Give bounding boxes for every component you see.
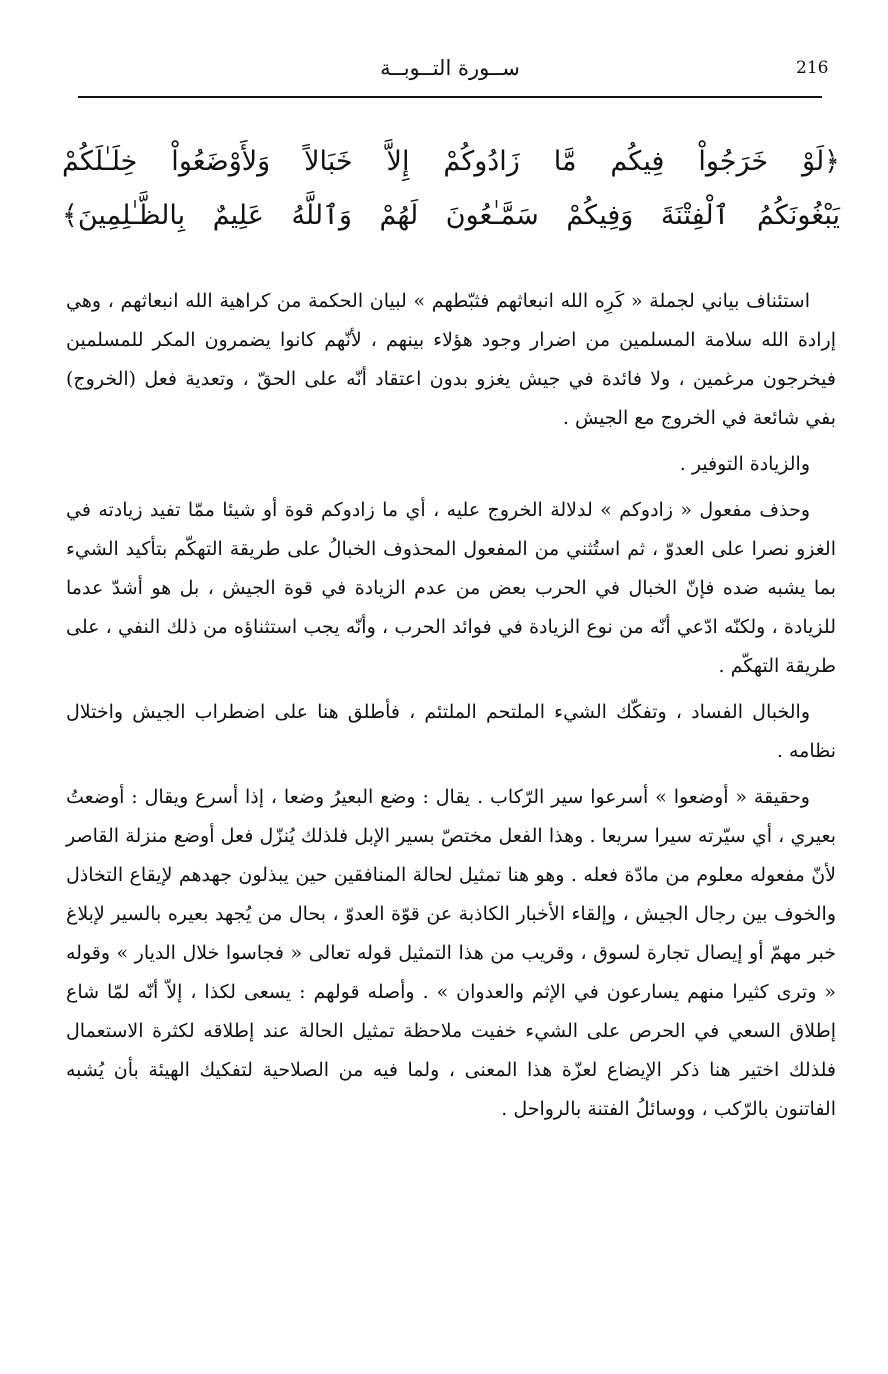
verse-line-1: ﴿لَوْ خَرَجُواْ فِيكُم مَّا زَادُوكُمْ إِلاَّ خَبَالاً وَلأَوْضَعُواْ خِلَـٰلَكُمْ [62,146,840,177]
commentary-text [66,282,836,1129]
page-number: 216 [796,58,829,78]
verse-line-2: يَبْغُونَكُمُ ٱلْفِتْنَةَ وَفِيكُمْ سَمَّـٰعُونَ لَهُمْ وَٱللَّهُ عَلِيمٌ بِالظَّـٰلِمِينَ﴾ [62,200,840,231]
paragraph: وحقيقة « أوضعوا » أسرعوا سير الرّكاب . يقال : وضع البعيرُ وضعا ، إذا أسرع ويقال : أوضعتُ بعيري ، أي سيّرته سيرا سريعا . وهذا الفعل مختصّ بسير الإبل فلذلك يُنزّل فعل أوضع منزلة القاصر لأنّ مفعوله معلوم من مادّة فعله . وهو هنا تمثيل لحالة المنافقين حين يبذلون جهدهم لإيقاع التخاذل والخوف بين رجال الجيش ، وإلقاء الأخبار الكاذبة عن قوّة العدوّ ، بحال من يُجهد بعيره بالسير لإبلاغ خبر مهمّ أو إيصال تجارة لسوق ، وقريب من هذا التمثيل قوله تعالى « فجاسوا خلال الديار » وقوله « وترى كثيرا منهم يسارعون في الإثم والعدوان » . وأصله قولهم : يسعى لكذا ، إلاّ أنّه لمّا شاع إطلاق السعي في الحرص على الشيء خفيت ملاحظة تمثيل الحالة عند إطلاقه لكثرة الاستعمال فلذلك اختير هنا ذكر الإيضاع لعزّة هذا المعنى ، ولما فيه من الصلاحية لتفكيك الهيئة بأن يُشبه الفاتنون بالرّكب ، ووسائلُ الفتنة بالرواحل . [66,786,836,1120]
header-divider [78,96,822,98]
page-header [78,56,829,90]
paragraph: استئناف بياني لجملة « كَرِه الله انبعاثهم فثبّطهم » لبيان الحكمة من كراهية الله انبعاثهم ، وهي إرادة الله سلامة المسلمين من اضرار وجود هؤلاء بينهم ، لأنّهم كانوا يضمرون المكر للمسلمين فيخرجون مرغمين ، ولا فائدة في جيش يغزو بدون اعتقاد أنّه على الحقّ ، وتعدية فعل (الخروج) بفي شائعة في الخروج مع الجيش . [66,290,836,429]
surah-title: ســورة التــوبــة [380,56,520,80]
paragraph: وحذف مفعول « زادوكم » لدلالة الخروج عليه ، أي ما زادوكم قوة أو شيئا ممّا تفيد زيادته في الغزو نصرا على العدوّ ، ثم استُثني من المفعول المحذوف الخبالُ على طريقة التهكّم بتأكيد الشيء بما يشبه ضده فإنّ الخبال في الحرب بعض من عدم الزيادة في قوة الجيش ، بل هو أشدّ عدما للزيادة ، ولكنّه ادّعي أنّه من نوع الزيادة في فوائد الحرب ، وأنّه يجب استثناؤه من ذلك النفي ، على طريقة التهكّم . [66,499,836,677]
paragraph: والزيادة التوفير . [679,453,810,475]
quran-verse [62,135,840,243]
paragraph: والخبال الفساد ، وتفكّك الشيء الملتحم الملتئم ، فأطلق هنا على اضطراب الجيش واختلال نظامه . [66,701,836,762]
